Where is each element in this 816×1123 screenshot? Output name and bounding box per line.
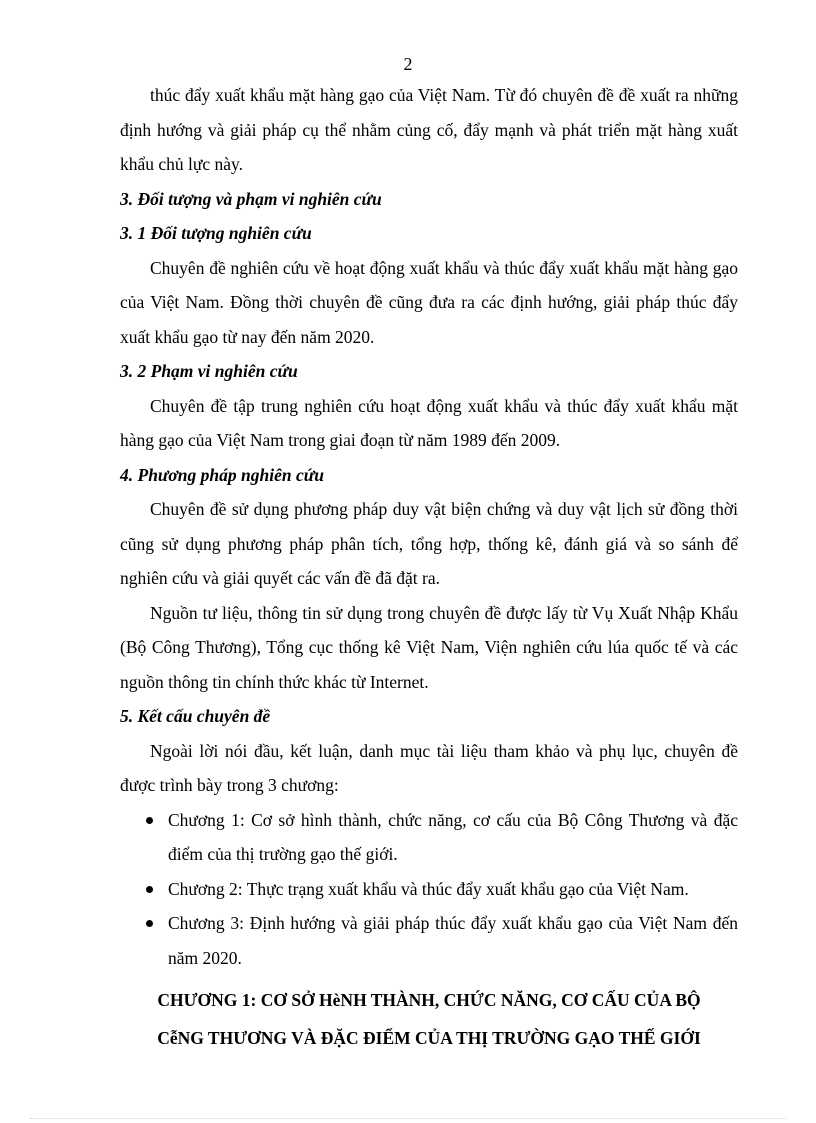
- chapters-list: [120, 803, 738, 976]
- section-3-heading: 3. Đối tượng và phạm vi nghiên cứu: [120, 188, 382, 209]
- chapter-1-title: [120, 981, 738, 1057]
- chapter-title-line-2: CễNG THƯƠNG VÀ ĐẶC ĐIỂM CỦA THỊ TRƯỜNG GẠO THẾ GIỚI: [157, 1028, 701, 1048]
- list-item-text: Chương 1: Cơ sở hình thành, chức năng, cơ cấu của Bộ Công Thương và đặc điểm của thị trường gạo thế giới.: [168, 809, 738, 864]
- document-body: [120, 78, 738, 1057]
- section-4-text-1: Chuyên đề sử dụng phương pháp duy vật biện chứng và duy vật lịch sử đồng thời cũng sử dụng phương pháp phân tích, tổng hợp, thống kê, đánh giá và so sánh để nghiên cứu và giải quyết các vấn đề đã đặt ra.: [120, 499, 738, 588]
- bullet-icon: [146, 886, 153, 893]
- page-bottom-divider: [30, 1118, 786, 1119]
- section-3-2-heading: 3. 2 Phạm vi nghiên cứu: [120, 361, 298, 381]
- list-item-text: Chương 2: Thực trạng xuất khẩu và thúc đẩy xuất khẩu gạo của Việt Nam.: [168, 878, 689, 899]
- page-number: 2: [403, 54, 413, 74]
- section-5-text: Ngoài lời nói đầu, kết luận, danh mục tài liệu tham khảo và phụ lục, chuyên đề được trình bày trong 3 chương:: [120, 740, 738, 795]
- bullet-icon: [146, 920, 153, 927]
- bullet-icon: [146, 817, 153, 824]
- list-item: [120, 803, 738, 872]
- section-3-2-text: Chuyên đề tập trung nghiên cứu hoạt động xuất khẩu và thúc đẩy xuất khẩu mặt hàng gạo của Việt Nam trong giai đoạn từ năm 1989 đến 2009.: [120, 395, 738, 450]
- section-5-heading: 5. Kết cấu chuyên đề: [120, 706, 271, 726]
- section-4-heading: 4. Phương pháp nghiên cứu: [120, 464, 324, 485]
- section-3-1-heading: 3. 1 Đối tượng nghiên cứu: [120, 223, 312, 243]
- chapter-title-line-1: CHƯƠNG 1: CƠ SỞ HèNH THÀNH, CHỨC NĂNG, CƠ CẤU CỦA BỘ: [157, 990, 701, 1010]
- list-item: [120, 906, 738, 975]
- intro-continuation: thúc đẩy xuất khẩu mặt hàng gạo của Việt Nam. Từ đó chuyên đề đề xuất ra những định hướng và giải pháp cụ thể nhằm củng cố, đẩy mạnh và phát triển mặt hàng xuất khẩu chủ lực này.: [120, 85, 738, 174]
- section-4-text-2: Nguồn tư liệu, thông tin sử dụng trong chuyên đề được lấy từ Vụ Xuất Nhập Khẩu (Bộ Công Thương), Tổng cục thống kê Việt Nam, Viện nghiên cứu lúa quốc tế và các nguồn thông tin chính thức khác từ Internet.: [120, 602, 738, 692]
- section-3-1-text: Chuyên đề nghiên cứu về hoạt động xuất khẩu và thúc đẩy xuất khẩu mặt hàng gạo của Việt Nam. Đồng thời chuyên đề cũng đưa ra các định hướng, giải pháp thúc đẩy xuất khẩu gạo từ nay đến năm 2020.: [120, 257, 738, 347]
- list-item-text: Chương 3: Định hướng và giải pháp thúc đẩy xuất khẩu gạo của Việt Nam đến năm 2020.: [168, 913, 738, 968]
- list-item: [120, 872, 738, 907]
